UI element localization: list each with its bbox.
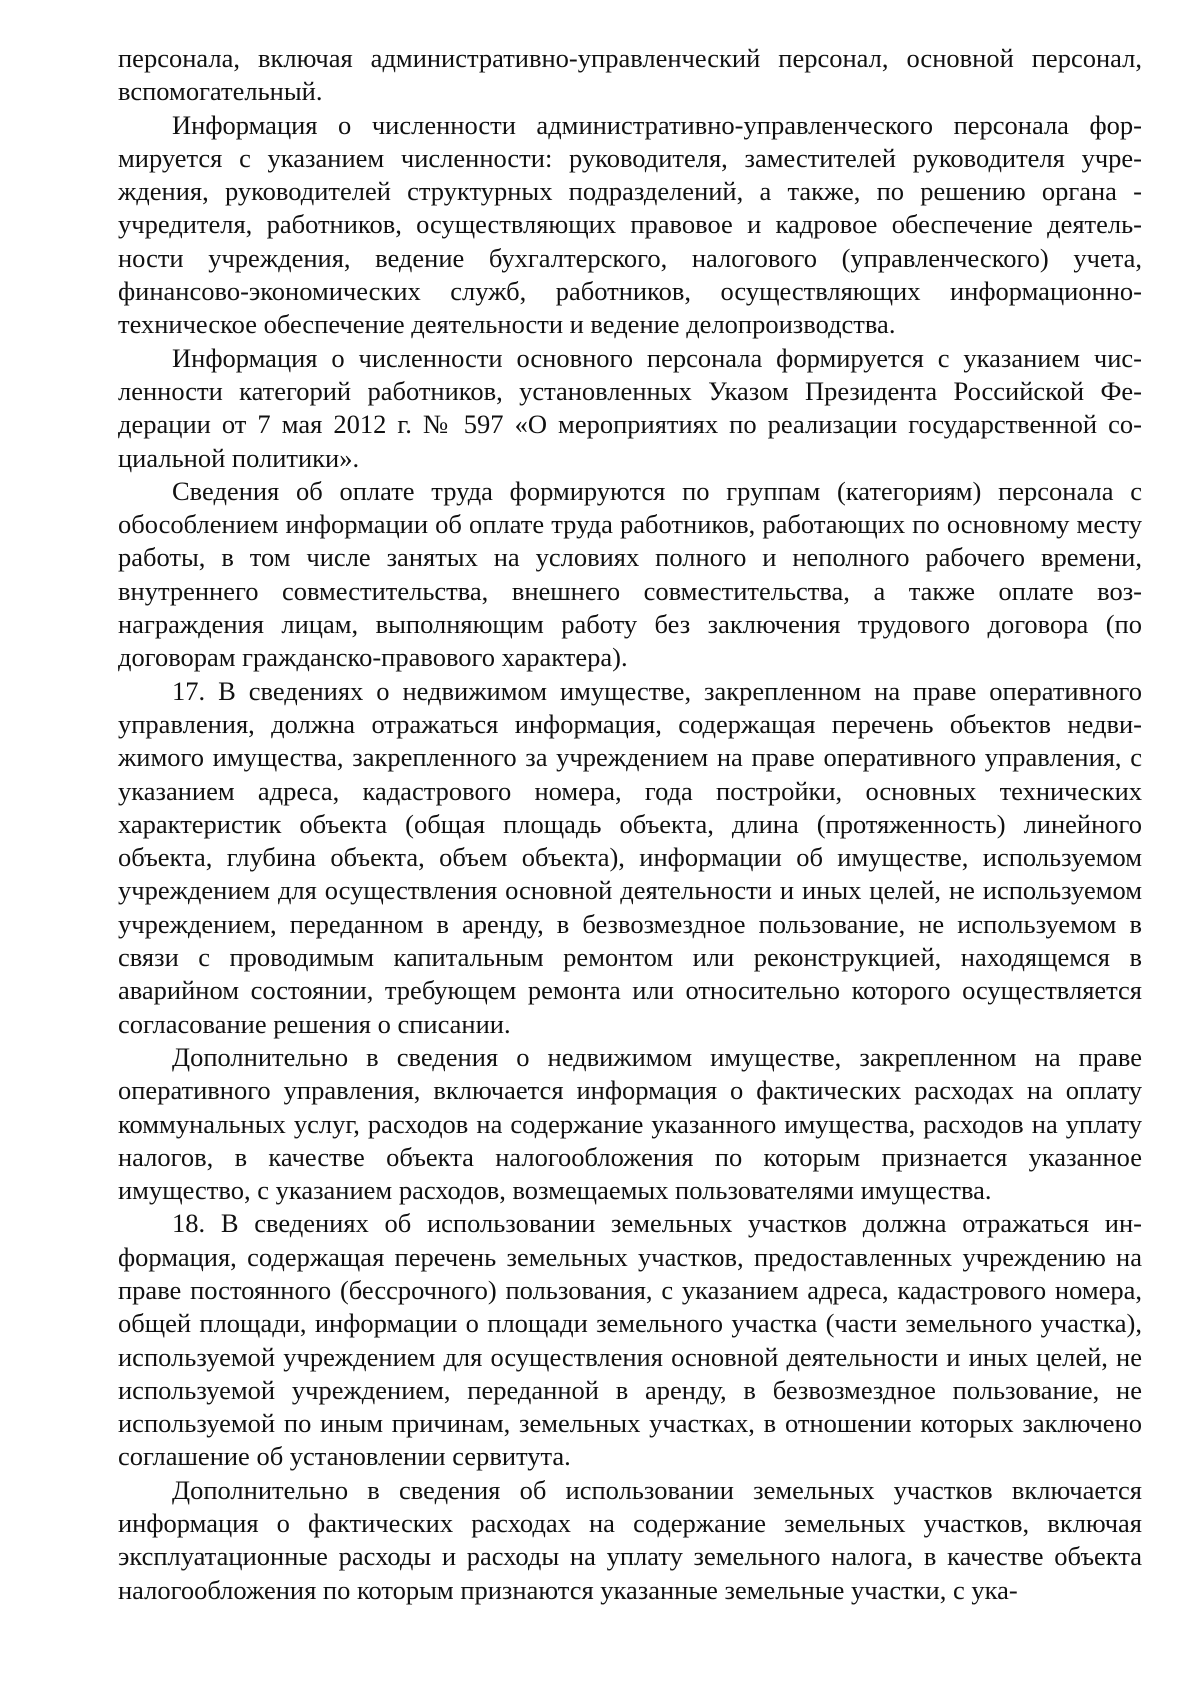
paragraph-land-expenses: Дополнительно в сведения об использовании земельных участков включается информация о фактических расходах на содержание земельных участков, включая эксплуатационные расходы и расходы на уплату земельного налога, в качестве объекта налогообложения по которым признаются указанные земельные участки, с ука-	[118, 1474, 1142, 1605]
paragraph-item-18: 18. В сведениях об использовании земельных участков должна отражаться информация, содержащая перечень земельных участков, предоставленных учреждению на праве постоянного (бессрочного) пользования, с указанием адреса, кадастрового номера, общей площади, информации о площади земельного участка (части земельного участка), используемой учреждением для осуществления основной деятельности и иных целей, не используемой учреждением, переданной в аренду, в безвозмездное пользование, не используемой по иным причинам, земельных участках, в отношении которых заключено соглашение об установлении сервитута.	[118, 1208, 1142, 1472]
document-page	[118, 42, 1142, 1607]
paragraph-salary: Сведения об оплате труда формируются по группам (категориям) персонала с обособлением информации об оплате труда работников, работающих по основному месту работы, в том числе занятых на условиях полного и неполного рабочего времени, внутреннего совместительства, внешнего совместительства, а также оплате вознаграждения лицам, выполняющим работу без заключения трудового договора (по договорам гражданско-правового характера).	[118, 475, 1142, 673]
paragraph-main-staff: Информация о численности основного персонала формируется с указанием численности категорий работников, установленных Указом Президента Российской Федерации от 7 мая 2012 г. № 597 «О мероприятиях по реализации государственной социальной политики».	[118, 342, 1142, 473]
paragraph-item-17: 17. В сведениях о недвижимом имуществе, закрепленном на праве оперативного управления, должна отражаться информация, содержащая перечень объектов недвижимого имущества, закрепленного за учреждением на праве оперативного управления, с указанием адреса, кадастрового номера, года постройки, основных технических характеристик объекта (общая площадь объекта, длина (протяженность) линейного объекта, глубина объекта, объем объекта), информации об имуществе, используемом учреждением для осуществления основной деятельности и иных целей, не используемом учреждением, переданном в аренду, в безвозмездное пользование, не используемом в связи с проводимым капитальным ремонтом или реконструкцией, находящемся в аварийном состоянии, требующем ремонта или относительно которого осуществляется согласование решения о списании.	[118, 675, 1142, 1039]
paragraph-admin-staff: Информация о численности административно-управленческого персонала формируется с указанием численности: руководителя, заместителей руководителя учреждения, руководителей структурных подразделений, а также, по решению органа - учредителя, работников, осуществляющих правовое и кадровое обеспечение деятельности учреждения, ведение бухгалтерского, налогового (управленческого) учета, финансово-экономических служб, работников, осуществляющих информационно-техническое обеспечение деятельности и ведение делопроизводства.	[118, 109, 1142, 340]
paragraph-property-expenses: Дополнительно в сведения о недвижимом имуществе, закрепленном на праве оперативного управления, включается информация о фактических расходах на оплату коммунальных услуг, расходов на содержание указанного имущества, расходов на уплату налогов, в качестве объекта налогообложения по которым признается указанное имущество, с указанием расходов, возмещаемых пользователями имущества.	[118, 1041, 1142, 1206]
paragraph-staff-continuation: персонала, включая административно-управленческий персонал, основной персонал, вспомогательный.	[118, 43, 1142, 107]
